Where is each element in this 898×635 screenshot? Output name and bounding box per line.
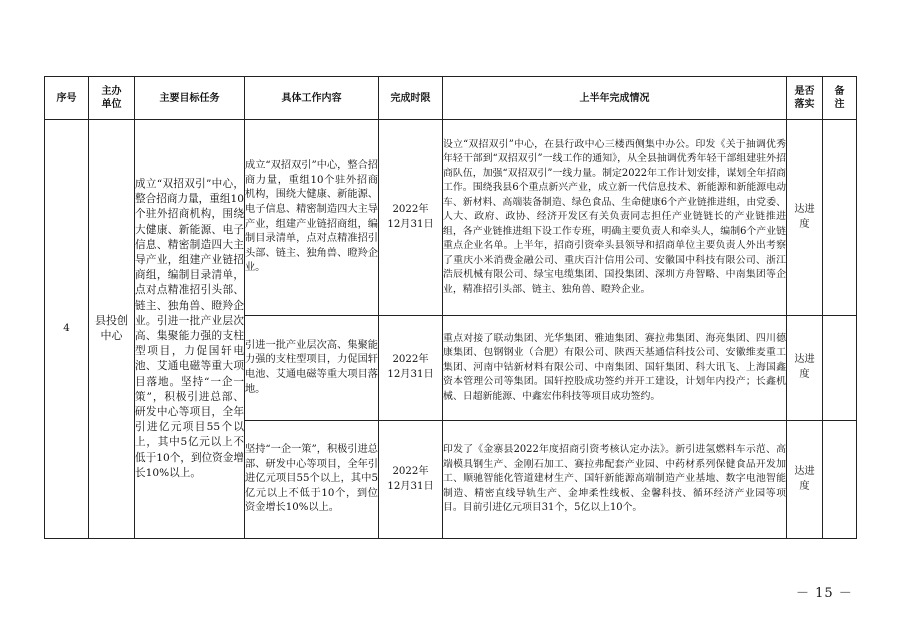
row-unit: 县投创 中心 — [89, 120, 135, 539]
row-done: 达进 度 — [787, 316, 823, 421]
row-note — [823, 316, 857, 421]
header-note: 备 注 — [823, 77, 857, 120]
row-status: 印发了《金寨县2022年度招商引资考核认定办法》。新引进氢燃料车示范、高端模具钢生产、金刚石加工、赛拉弗配套产业园、中药材系列保健食品开发加工、顺驰智能化管道建材生产、国轩新能源高端制造产业基地、数字电池智能制造、精密直线导轨生产、金坤柔性线板、金馨科技、循环经济产业园等项目。目前引进亿元项目31个，5亿以上10个。 — [443, 421, 787, 539]
row-deadline: 2022年 12月31日 — [379, 421, 443, 539]
row-note — [823, 120, 857, 316]
header-no: 序号 — [45, 77, 89, 120]
header-deadline: 完成时限 — [379, 77, 443, 120]
table-header-row — [45, 77, 857, 120]
table-row — [45, 120, 857, 316]
row-status: 设立“双招双引”中心，在县行政中心三楼西侧集中办公。印发《关于抽调优秀年轻干部到“双招双引”一线工作的通知》，从全县抽调优秀年轻干部组建驻外招商队伍，加强“双招双引”一线力量。制定2022年工作计划安排，谋划全年招商工作。围绕我县6个重点新兴产业，成立新一代信息技术、新能源和新能源电动车、新材料、高端装备制造、绿色食品、生命健康6个产业链推进组，由党委、人大、政府、政协、经济开发区有关负责同志担任产业链链长的产业链推进组，各产业链推进组下设工作专班，明确主要负责人和牵头人，编制6个产业链重点企业名单。上半年，招商引资牵头县领导和招商单位主要负责人外出考察了重庆小米消费金融公司、重庆百汁信用公司、安徽国中科技有限公司、浙江浩辰机械有限公司、绿宝电缆集团、国投集团、深圳方舟智略、中南集团等企业，精准招引头部、链主、独角兽、瞪羚企业。 — [443, 120, 787, 316]
header-unit: 主办 单位 — [89, 77, 135, 120]
row-note — [823, 421, 857, 539]
row-content: 成立“双招双引”中心，整合招商力量，重组10个驻外招商机构，围绕大健康、新能源、电子信息、精密制造四大主导产业，组建产业链招商组，编制目录清单，点对点精准招引头部、链主、独角兽、瞪羚企业。 — [245, 120, 379, 316]
header-content: 具体工作内容 — [245, 77, 379, 120]
header-status: 上半年完成情况 — [443, 77, 787, 120]
row-status: 重点对接了联动集团、光华集团、雅迪集团、赛拉弗集团、海亮集团、四川德康集团、包钢钢业（合肥）有限公司、陕西天基通信科技公司、安徽维麦重工集团、河南中钴新材料有限公司、中南集团、国轩集团、科大讯飞、上海国鑫资本管理公司等集团。国轩控股成功签约并开工建设，计划年内投产；长鑫机械、日超新能源、中鑫宏伟科技等项目成功签约。 — [443, 316, 787, 421]
header-done: 是否 落实 — [787, 77, 823, 120]
row-content: 坚持“一企一策”，积极引进总部、研发中心等项目，全年引进亿元项目55个以上，其中5亿元以上不低于10个，到位资金增长10%以上。 — [245, 421, 379, 539]
row-goal: 成立“双招双引”中心，整合招商力量，重组10个驻外招商机构，围绕大健康、新能源、电子信息、精密制造四大主导产业，组建产业链招商组，编制目录清单，点对点精准招引头部、链主、独角兽、瞪羚企业。引进一批产业层次高、集聚能力强的支柱型项目，力促国轩电池、艾通电磁等重大项目落地。坚持“一企一策”，积极引进总部、研发中心等项目，全年引进亿元项目55个以上，其中5亿元以上不低于10个，到位资金增长10%以上。 — [135, 120, 245, 539]
row-done: 达进 度 — [787, 120, 823, 316]
work-task-table — [44, 76, 857, 539]
row-deadline: 2022年 12月31日 — [379, 120, 443, 316]
row-deadline: 2022年 12月31日 — [379, 316, 443, 421]
row-done: 达进 度 — [787, 421, 823, 539]
row-content: 引进一批产业层次高、集聚能力强的支柱型项目，力促国轩电池、艾通电磁等重大项目落地。 — [245, 316, 379, 421]
row-number: 4 — [45, 120, 89, 539]
header-goal: 主要目标任务 — [135, 77, 245, 120]
page-number: － 15 － — [796, 586, 853, 601]
